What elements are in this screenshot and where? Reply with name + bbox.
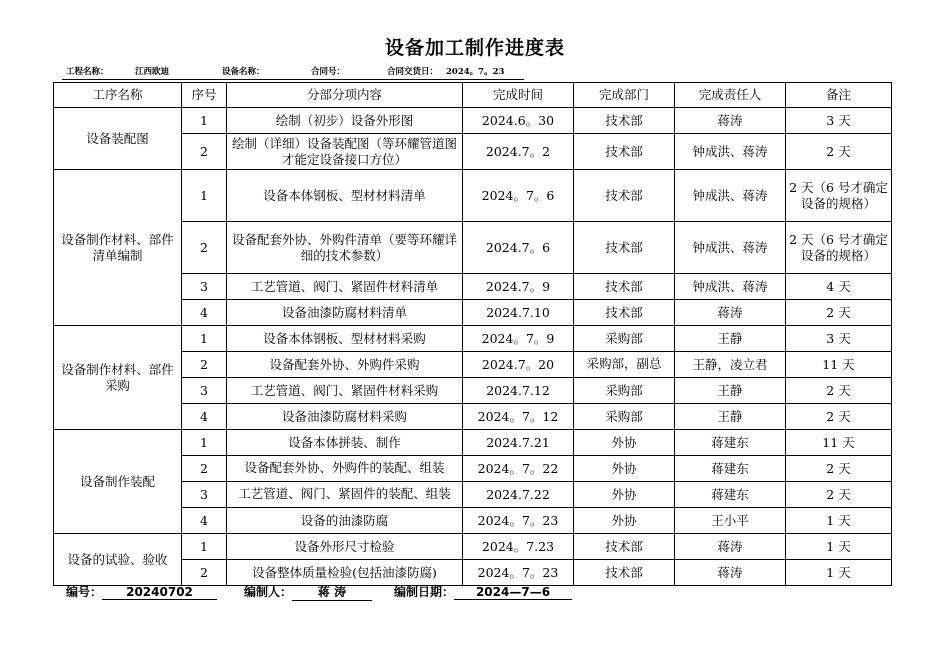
row-seq: 1 <box>182 326 227 352</box>
row-person: 钟成洪、蒋涛 <box>675 170 786 222</box>
row-seq: 3 <box>182 482 227 508</box>
row-time: 2024。7。23 <box>463 560 574 586</box>
delivery-date-value: 2024。7。23 <box>446 67 505 77</box>
row-dept: 技术部 <box>574 134 675 170</box>
row-dept: 技术部 <box>574 534 675 560</box>
row-seq: 2 <box>182 456 227 482</box>
row-person: 蒋建东 <box>675 482 786 508</box>
footer-code <box>66 583 217 600</box>
row-person: 王小平 <box>675 508 786 534</box>
device-name-label: 设备名称： <box>222 67 265 77</box>
row-note: 1 天 <box>786 534 892 560</box>
table-row <box>54 430 892 456</box>
row-note: 2 天 <box>786 482 892 508</box>
row-note: 11 天 <box>786 352 892 378</box>
row-seq: 4 <box>182 508 227 534</box>
page-title: 设备加工制作进度表 <box>384 37 565 59</box>
footer-code-label: 编号： <box>66 585 103 599</box>
row-note: 2 天 <box>786 378 892 404</box>
group-name: 设备制作材料、部件清单编制 <box>54 170 182 326</box>
row-dept-text: 采购部，副总 <box>586 356 662 371</box>
row-content: 设备外形尺寸检验 <box>227 534 463 560</box>
row-dept: 外协 <box>574 430 675 456</box>
row-dept: 技术部 <box>574 274 675 300</box>
table-row <box>54 170 892 222</box>
row-person: 蒋涛 <box>675 108 786 134</box>
row-seq: 1 <box>182 108 227 134</box>
row-person: 蒋涛 <box>675 560 786 586</box>
row-content: 绘制（初步）设备外形图 <box>227 108 463 134</box>
row-note: 2 天（6 号才确定设备的规格） <box>786 170 892 222</box>
row-dept: 采购部 <box>574 326 675 352</box>
table-row <box>54 108 892 134</box>
row-note: 2 天 <box>786 404 892 430</box>
row-dept: 采购部 <box>574 378 675 404</box>
row-content: 设备本体拼装、制作 <box>227 430 463 456</box>
row-note: 1 天 <box>786 560 892 586</box>
group-name: 设备制作材料、部件采购 <box>54 326 182 430</box>
row-dept: 外协 <box>574 482 675 508</box>
row-content: 工艺管道、阀门、紧固件材料采购 <box>227 378 463 404</box>
project-name-label: 工程名称： <box>66 67 109 77</box>
header-content: 分部分项内容 <box>227 83 463 108</box>
row-content: 设备的油漆防腐 <box>227 508 463 534</box>
footer-date-value: 2024—7—6 <box>454 585 572 600</box>
footer-date-label: 编制日期： <box>394 585 455 599</box>
row-person: 钟成洪、蒋涛 <box>675 134 786 170</box>
row-person: 王静 <box>675 326 786 352</box>
footer-code-value: 20240702 <box>102 585 217 600</box>
row-time: 2024.7。9 <box>463 274 574 300</box>
row-time: 2024.7。6 <box>463 222 574 274</box>
row-person: 王静，凌立君 <box>675 352 786 378</box>
row-time: 2024。7.23 <box>463 534 574 560</box>
group-name: 设备制作装配 <box>54 430 182 534</box>
row-time: 2024。7。12 <box>463 404 574 430</box>
delivery-date-label: 合同交货日： <box>387 67 439 77</box>
row-person: 蒋涛 <box>675 534 786 560</box>
row-time: 2024.7.10 <box>463 300 574 326</box>
row-person: 蒋建东 <box>675 456 786 482</box>
row-time: 2024。7。9 <box>463 326 574 352</box>
row-content: 设备配套外协、外购件清单（要等环耀详细的技术参数） <box>227 222 463 274</box>
row-seq: 1 <box>182 534 227 560</box>
table-row <box>54 326 892 352</box>
row-content: 设备本体钢板、型材材料采购 <box>227 326 463 352</box>
row-dept: 外协 <box>574 456 675 482</box>
footer-date <box>394 583 572 600</box>
row-content <box>227 456 463 482</box>
row-dept: 外协 <box>574 508 675 534</box>
row-person: 蒋涛 <box>675 300 786 326</box>
row-note: 1 天 <box>786 508 892 534</box>
row-time: 2024.7。20 <box>463 352 574 378</box>
row-dept: 技术部 <box>574 170 675 222</box>
row-person: 蒋建东 <box>675 430 786 456</box>
header-note: 备注 <box>786 83 892 108</box>
row-person: 王静 <box>675 378 786 404</box>
row-dept: 技术部 <box>574 560 675 586</box>
row-seq: 2 <box>182 352 227 378</box>
header-process: 工序名称 <box>54 83 182 108</box>
footer-editor-label: 编制人： <box>244 585 293 599</box>
row-content <box>227 482 463 508</box>
row-note: 2 天（6 号才确定设备的规格） <box>786 222 892 274</box>
project-name-value: 江西欧迪 <box>135 67 170 77</box>
row-time: 2024。7。23 <box>463 508 574 534</box>
row-content: 绘制（详细）设备装配图（等环耀管道图才能定设备接口方位） <box>227 134 463 170</box>
row-content: 设备配套外协、外购件采购 <box>227 352 463 378</box>
header-time: 完成时间 <box>463 83 574 108</box>
row-time: 2024.6。30 <box>463 108 574 134</box>
row-content: 工艺管道、阀门、紧固件材料清单 <box>227 274 463 300</box>
row-seq: 2 <box>182 222 227 274</box>
row-note: 3 天 <box>786 108 892 134</box>
row-seq: 2 <box>182 560 227 586</box>
row-note: 2 天 <box>786 300 892 326</box>
row-content-text: 设备配套外协、外购件的装配、组装 <box>244 460 445 475</box>
header-row <box>54 83 892 108</box>
header-person: 完成责任人 <box>675 83 786 108</box>
row-seq: 1 <box>182 170 227 222</box>
row-dept: 采购部 <box>574 404 675 430</box>
contract-no-label: 合同号： <box>311 67 346 77</box>
row-dept <box>574 352 675 378</box>
row-person: 钟成洪、蒋涛 <box>675 274 786 300</box>
row-time: 2024.7.12 <box>463 378 574 404</box>
row-time: 2024.7.22 <box>463 482 574 508</box>
row-seq: 2 <box>182 134 227 170</box>
row-seq: 4 <box>182 300 227 326</box>
row-content-text: 工艺管道、阀门、紧固件的装配、组装 <box>238 486 451 501</box>
group-name: 设备的试验、验收 <box>54 534 182 586</box>
row-time: 2024。7。22 <box>463 456 574 482</box>
header-dept: 完成部门 <box>574 83 675 108</box>
row-time: 2024.7.21 <box>463 430 574 456</box>
row-note: 2 天 <box>786 456 892 482</box>
row-note: 11 天 <box>786 430 892 456</box>
row-time: 2024.7。2 <box>463 134 574 170</box>
footer-editor-value: 蒋 涛 <box>292 583 372 601</box>
row-content: 设备油漆防腐材料采购 <box>227 404 463 430</box>
row-content: 设备本体钢板、型材材料清单 <box>227 170 463 222</box>
row-seq: 3 <box>182 378 227 404</box>
row-dept: 技术部 <box>574 222 675 274</box>
info-underline <box>62 79 524 80</box>
footer-editor <box>244 583 372 601</box>
row-person: 王静 <box>675 404 786 430</box>
row-person: 钟成洪、蒋涛 <box>675 222 786 274</box>
row-content: 设备整体质量检验(包括油漆防腐) <box>227 560 463 586</box>
row-note: 2 天 <box>786 134 892 170</box>
group-name: 设备装配图 <box>54 108 182 170</box>
row-dept: 技术部 <box>574 108 675 134</box>
row-note: 4 天 <box>786 274 892 300</box>
row-time: 2024。7。6 <box>463 170 574 222</box>
row-seq: 3 <box>182 274 227 300</box>
row-note: 3 天 <box>786 326 892 352</box>
table-row <box>54 534 892 560</box>
row-content: 设备油漆防腐材料清单 <box>227 300 463 326</box>
header-seq: 序号 <box>182 83 227 108</box>
schedule-table <box>53 82 892 586</box>
row-seq: 4 <box>182 404 227 430</box>
row-dept: 技术部 <box>574 300 675 326</box>
row-seq: 1 <box>182 430 227 456</box>
